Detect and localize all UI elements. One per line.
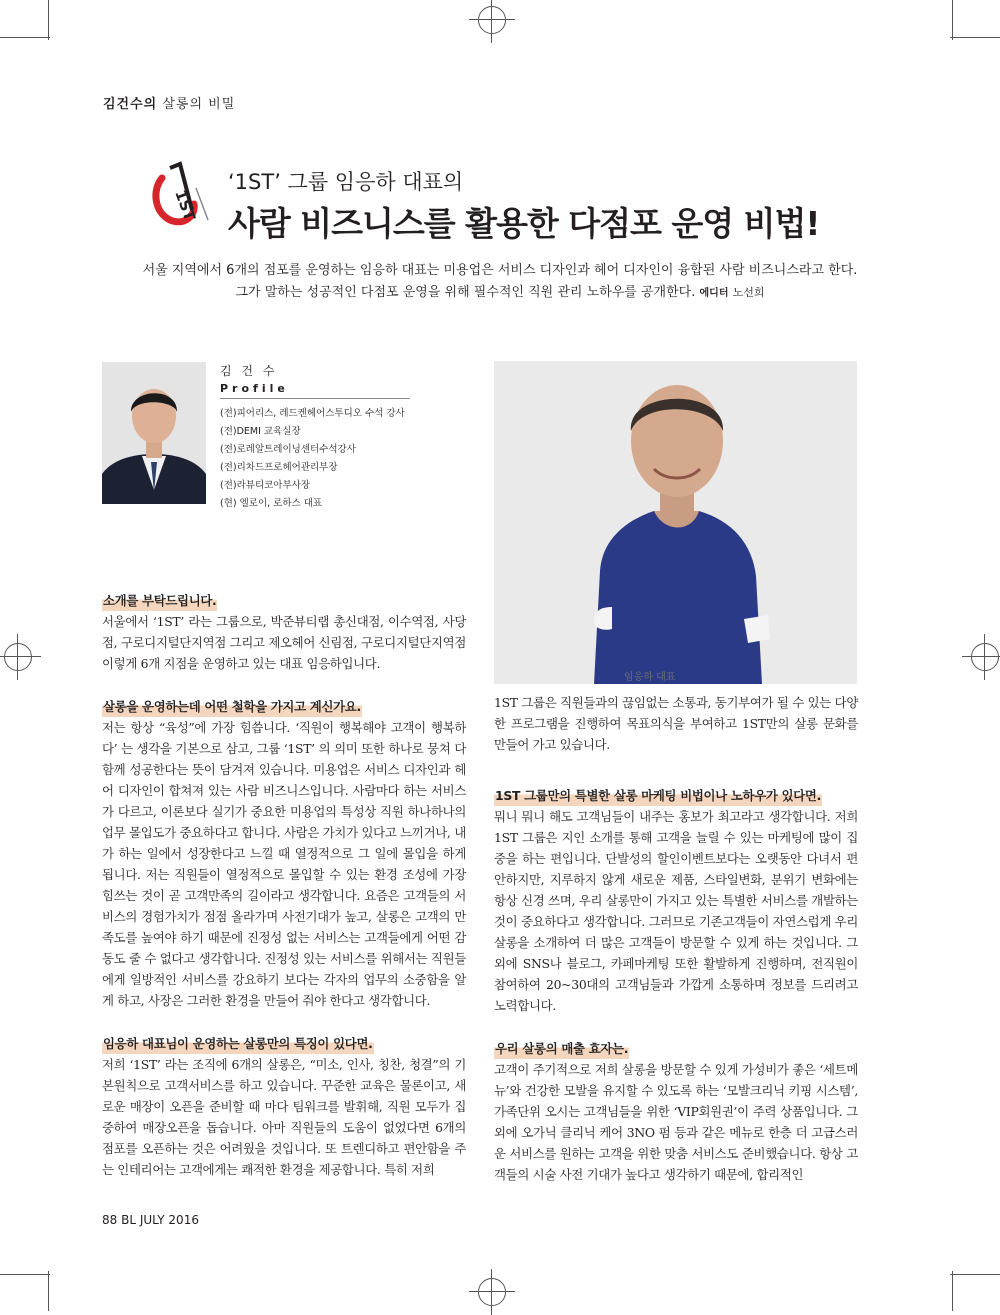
profile-item: (전)라뷰티코아부사장 bbox=[220, 480, 311, 491]
question-heading: 임응하 대표님이 운영하는 살롱만의 특징이 있다면. bbox=[102, 1033, 374, 1054]
columnist-profile bbox=[220, 362, 410, 513]
question-heading: 우리 살롱의 매출 효자는. bbox=[494, 1038, 629, 1059]
profile-list bbox=[220, 405, 410, 513]
crop-mark bbox=[48, 0, 49, 40]
columnist-portrait bbox=[102, 362, 206, 504]
intro-line-2 bbox=[100, 282, 900, 305]
question-heading: 1ST 그룹만의 특별한 살롱 마케팅 비법이나 노하우가 있다면. bbox=[494, 785, 822, 806]
logo-text: 1ST bbox=[171, 187, 199, 224]
article-subtitle: ‘1ST’ 그룹 임응하 대표의 bbox=[228, 170, 464, 194]
article-column-right bbox=[494, 692, 858, 1185]
registration-mark-right bbox=[971, 643, 999, 671]
profile-item: (전)DEMI 교육실장 bbox=[220, 426, 301, 437]
brand-logo bbox=[148, 160, 218, 230]
crop-mark bbox=[950, 37, 1000, 38]
logo-graphic bbox=[148, 160, 218, 230]
running-head-section: 살롱의 비밀 bbox=[162, 97, 236, 112]
article-column-left bbox=[102, 590, 466, 1180]
intro-line-2-text: 그가 말하는 성공적인 다점포 운영을 위해 필수적인 직원 관리 노하우를 공개한다. bbox=[235, 285, 696, 300]
editor-label: 에디터 bbox=[699, 288, 729, 299]
answer-paragraph: 고객이 주기적으로 저희 살롱을 방문할 수 있게 가성비가 좋은 ‘세트메뉴’와 건강한 모발을 유지할 수 있도록 하는 ‘모발크리닉 키핑 시스템’, 가족단위 오시는 고객님들을 위한 ‘VIP회원권’이 주력 상품입니다. 그 외에 오가닉 클리닉 케어 3NO 펌 등과 같은 메뉴로 한층 더 고급스러운 서비스를 원하는 고객을 위한 맞춤 서비스도 준비했습니다. 항상 고객들의 시술 사전 기대가 높다고 생각하기 때문에, 합리적인 bbox=[494, 1062, 858, 1182]
profile-item: (현) 엘로이, 로하스 대표 bbox=[220, 498, 323, 509]
crop-mark bbox=[0, 37, 50, 38]
answer-paragraph: 저희 ‘1ST’ 라는 조직에 6개의 살롱은, “미소, 인사, 칭찬, 청결”의 기본원칙으로 고객서비스를 하고 있습니다. 꾸준한 교육은 물론이고, 새로운 매장이 오픈을 준비할 때 마다 팀워크를 발휘해, 직원 모두가 집중하여 매장오픈을 돕습니다. 아마 직원들의 도움이 없었다면 6개의 점포를 오픈하는 것은 어려웠을 것입니다. 또 트렌디하고 편안함을 주는 인테리어는 고객에게는 쾌적한 환경을 제공합니다. 특히 저희 bbox=[102, 1057, 466, 1177]
profile-item: (전)리차드프로헤어관리부장 bbox=[220, 462, 338, 473]
answer-paragraph: 1ST 그룹은 직원들과의 끊임없는 소통과, 동기부여가 될 수 있는 다양한 프로그램을 진행하여 목표의식을 부여하고 1ST만의 살롱 문화를 만들어 가고 있습니다. bbox=[494, 695, 858, 752]
running-head bbox=[103, 93, 235, 112]
crop-mark bbox=[952, 1271, 953, 1311]
profile-item: (전)피어리스, 레드켄헤어스투디오 수석 강사 bbox=[220, 408, 405, 419]
magazine-name: BL bbox=[121, 1213, 137, 1227]
crop-mark bbox=[952, 0, 953, 40]
answer-paragraph: 뭐니 뭐니 해도 고객님들이 내주는 홍보가 최고라고 생각합니다. 저희 1ST 그룹은 지인 소개를 통해 고객을 늘릴 수 있는 마케팅에 많이 집중을 하는 편입니다. 단발성의 할인이벤트보다는 오랫동안 다녀서 편안하지만, 지루하지 않게 새로운 제품, 스타일변화, 분위기 변화에는 항상 신경 쓰며, 우리 살롱만이 가지고 있는 특별한 서비스를 개발하는 것이 중요하다고 생각합니다. 그러므로 기존고객들이 자연스럽게 우리 살롱을 소개하여 더 많은 고객들이 방문할 수 있게 하는 것입니다. 그 외에 SNS나 블로그, 카페마케팅 또한 활발하게 진행하며, 전직원이 참여하여 20~30대의 고객님들과 가깝게 소통하며 정보를 드리려고 노력합니다. bbox=[494, 809, 858, 1013]
registration-mark-top bbox=[478, 6, 506, 34]
crop-mark bbox=[0, 1274, 50, 1275]
answer-paragraph: 서울에서 ‘1ST’ 라는 그룹으로, 박준뷰티랩 총신대점, 이수역점, 사당점, 구로디지털단지역점 그리고 제오헤어 신림점, 구로디지털단지역점 이렇게 6개 지점을 운영하고 있는 대표 임응하입니다. bbox=[102, 614, 466, 671]
question-heading: 살롱을 운영하는데 어떤 철학을 가지고 계신가요. bbox=[102, 696, 362, 717]
answer-paragraph: 저는 항상 “육성”에 가장 힘씁니다. ‘직원이 행복해야 고객이 행복하다’ 는 생각을 기본으로 삼고, 그룹 ‘1ST’ 의 의미 또한 하나로 뭉쳐 다함께 성공한다는 뜻이 담겨져 있습니다. 미용업은 서비스 디자인과 헤어 디자인이 합쳐져 있는 사람 비즈니스입니다. 사람마다 하는 서비스가 다르고, 이론보다 실기가 중요한 미용업의 특성상 직원 하나하나의 업무 몰입도가 중요하다고 합니다. 사람은 가치가 있다고 느끼거나, 내가 하는 일에서 성장한다고 느낄 때 열정적으로 그 일에 몰입을 하게 됩니다. 저는 직원들이 열정적으로 몰입할 수 있는 환경 조성에 가장 힘쓰는 것이 곧 고객만족의 길이라고 생각합니다. 요즘은 고객들의 서비스의 경험가치가 점점 올라가며 사전기대가 높고, 살롱은 고객의 만족도를 높여야 하기 때문에 진정성 없는 서비스는 고객들에게 어떤 감동도 줄 수 없다고 생각합니다. 진정성 있는 서비스를 위해서는 직원들에게 일방적인 서비스를 강요하기 보다는 각자의 업무의 소중함을 알게 하고, 사장은 그러한 환경을 만들어 줘야 한다고 생각합니다. bbox=[102, 720, 466, 1008]
running-head-name: 김건수의 bbox=[103, 97, 158, 112]
crop-mark bbox=[950, 1274, 1000, 1275]
issue-date: JULY 2016 bbox=[139, 1213, 199, 1227]
article-intro bbox=[100, 260, 900, 305]
registration-mark-left bbox=[4, 643, 32, 671]
crop-mark bbox=[48, 1271, 49, 1311]
profile-item: (전)로레알트레이닝센터수석강사 bbox=[220, 444, 356, 455]
editor-name: 노선희 bbox=[732, 286, 765, 299]
registration-mark-bottom bbox=[478, 1278, 506, 1306]
article-title: 사람 비즈니스를 활용한 다점포 운영 비법! bbox=[228, 204, 820, 243]
page-folio bbox=[102, 1213, 199, 1227]
profile-name: 김 건 수 bbox=[220, 364, 278, 378]
question-heading: 소개를 부탁드립니다. bbox=[102, 590, 217, 611]
intro-line-1: 서울 지역에서 6개의 점포를 운영하는 임응하 대표는 미용업은 서비스 디자인과 헤어 디자인이 융합된 사람 비즈니스라고 한다. bbox=[142, 263, 858, 278]
profile-label: Profile bbox=[220, 382, 410, 399]
interviewee-photo bbox=[494, 361, 857, 684]
page-number: 88 bbox=[102, 1213, 118, 1227]
photo-caption: 임응하 대표 bbox=[624, 672, 676, 683]
